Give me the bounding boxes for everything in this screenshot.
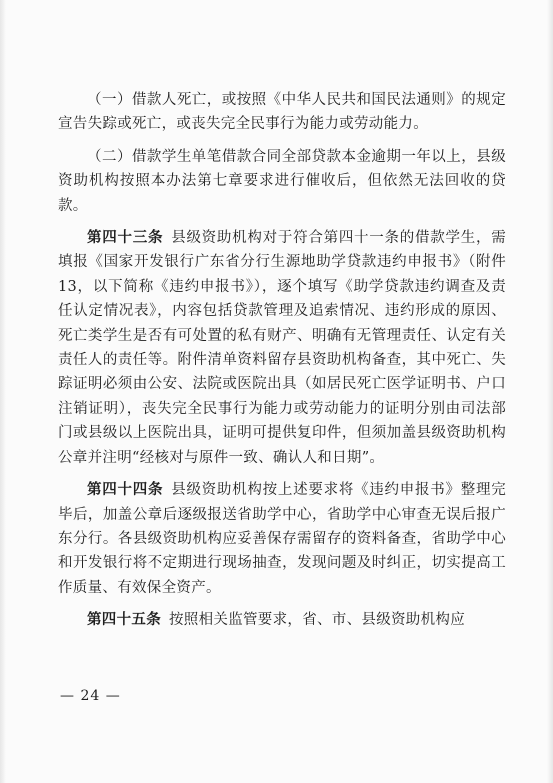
paragraph-text: 按照相关监管要求，省、市、县级资助机构应: [169, 612, 465, 629]
article-number: 第四十五条: [87, 611, 161, 629]
paragraph-article-43: [58, 226, 506, 470]
article-number: 第四十三条: [87, 229, 164, 247]
paragraph-text: （一）借款人死亡，或按照《中华人民共和国民法通则》的规定宣告失踪或死亡，或丧失完全民事行为能力或劳动能力。: [58, 92, 506, 133]
paragraph-article-44: [58, 478, 506, 600]
paragraph-article-45: [58, 608, 506, 632]
document-body: [58, 88, 506, 633]
page-number: — 24 —: [60, 688, 121, 704]
paragraph-text: 县级资助机构按上述要求将《违约申报书》整理完毕后，加盖公章后逐级报送省助学中心，省助学中心审查无误后报广东分行。各县级资助机构应妥善保存需留存的资料备查，省助学中心和开发银行将不定期进行现场抽查，发现问题及时纠正，切实提高工作质量、有效保全资产。: [58, 482, 507, 596]
paragraph-clause-1: [58, 88, 506, 137]
scan-edge-left: [0, 0, 6, 783]
article-number: 第四十四条: [87, 481, 164, 499]
scan-edge-right: [547, 0, 553, 783]
paragraph-text: 县级资助机构对于符合第四十一条的借款学生，需填报《国家开发银行广东省分行生源地助学贷款违约申报书》（附件13，以下简称《违约申报书》），逐个填写《助学贷款违约调查及责任认定情况表》，内容包括贷款管理及追索情况、违约形成的原因、死亡类学生是否有可处置的私有财产、明确有无管理责任、认定有关责任人的责任等。附件清单资料留存县资助机构备查，其中死亡、失踪证明必须由公安、法院或医院出具（如居民死亡医学证明书、户口注销证明），丧失完全民事行为能力或劳动能力的证明分别由司法部门或县级以上医院出具，证明可提供复印件，但须加盖县级资助机构公章并注明“经核对与原件一致、确认人和日期”。: [58, 230, 507, 466]
paragraph-clause-2: [58, 145, 506, 218]
paragraph-text: （二）借款学生单笔借款合同全部贷款本金逾期一年以上，县级资助机构按照本办法第七章要求进行催收后，但依然无法回收的贷款。: [58, 148, 506, 214]
